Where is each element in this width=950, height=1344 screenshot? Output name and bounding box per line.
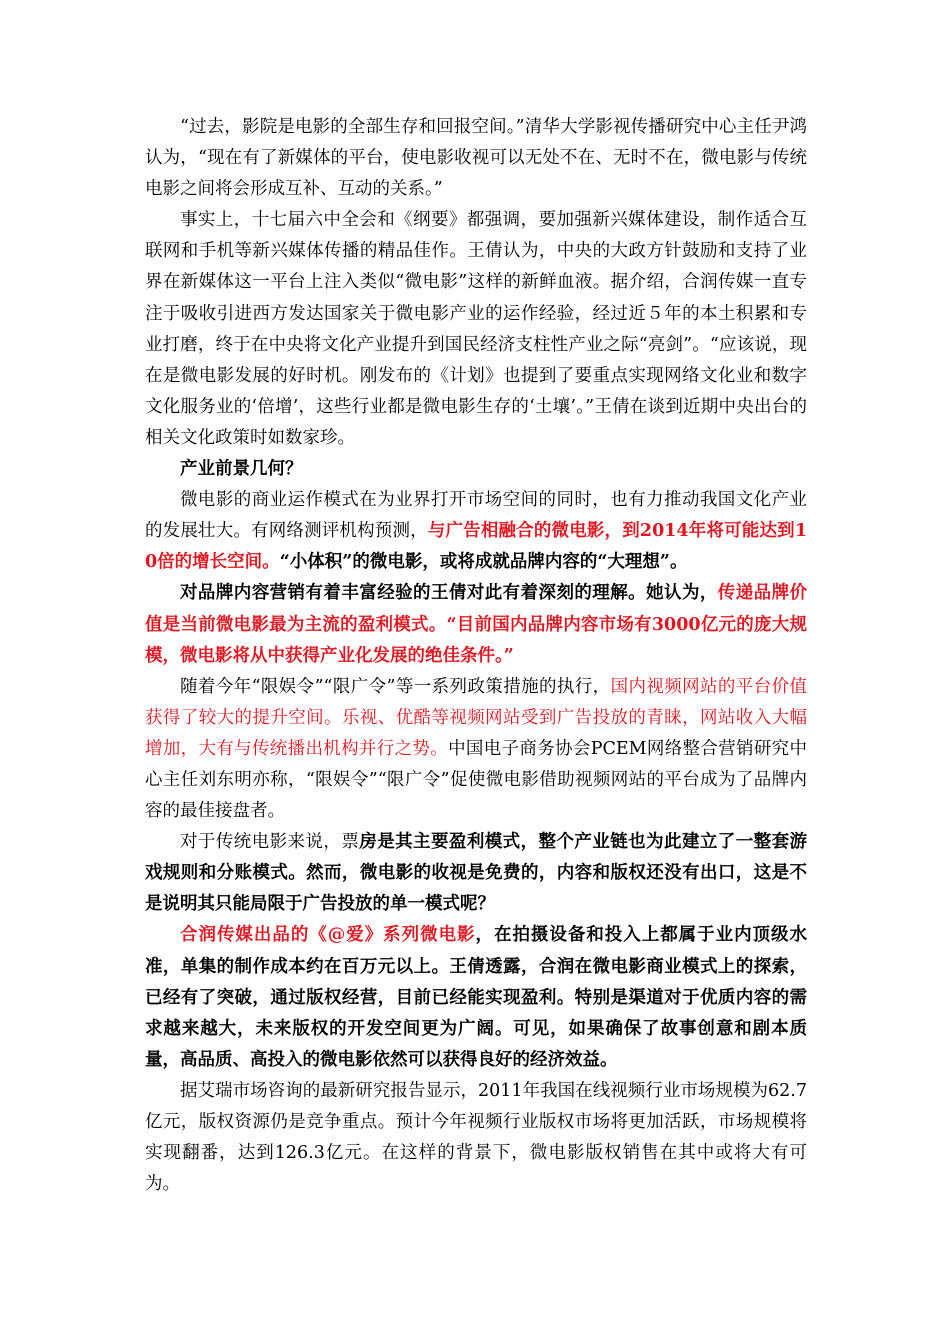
paragraph-2 bbox=[145, 205, 807, 454]
paragraph-4 bbox=[145, 578, 807, 671]
paragraph-6-bold: 房是其主要盈利模式，整个产业链也为此建立了一整套游戏规则和分账模式。然而，微电影的收视是免费的，内容和版权还没有出口，这是不是说明其只能局限于广告投放的单一模式呢？ bbox=[145, 832, 807, 915]
paragraph-2-text: 事实上，十七届六中全会和《纲要》都强调，要加强新兴媒体建设，制作适合互联网和手机等新兴媒体传播的精品佳作。王倩认为，中央的大政方针鼓励和支持了业界在新媒体这一平台上注入类似“微电影”这样的新鲜血液。据介绍，合润传媒一直专注于吸收引进西方发达国家关于微电影产业的运作经验，经过近５年的本土积累和专业打磨，终于在中央将文化产业提升到国民经济支柱性产业之际“亮剑”。“应该说，现在是微电影发展的好时机。刚发布的《计划》也提到了要重点实现网络文化业和数字文化服务业的‘倍增’，这些行业都是微电影生存的‘土壤’。”王倩在谈到近期中央出台的相关文化政策时如数家珍。 bbox=[145, 210, 807, 448]
section-heading: 产业前景几何？ bbox=[180, 459, 303, 480]
paragraph-8-text: 据艾瑞市场咨询的最新研究报告显示，2011年我国在线视频行业市场规模为62.7亿元，版权资源仍是竞争重点。预计今年视频行业版权市场将更加活跃，市场规模将实现翻番，达到126.3亿元。在这样的背景下，微电影版权销售在其中或将大有可为。 bbox=[145, 1080, 807, 1195]
paragraph-7 bbox=[145, 920, 807, 1075]
paragraph-3 bbox=[145, 485, 807, 578]
paragraph-4-bold: 对品牌内容营销有着丰富经验的王倩对此有着深刻的理解。她认为， bbox=[180, 583, 718, 604]
paragraph-5-text-c: 中国电子商务协会PCEM网络整合营销研究中心主任刘东明亦称，“限娱令”“限广令”促使微电影借助视频网站的平台成为了品牌内容的最佳接盘者。 bbox=[145, 738, 808, 822]
paragraph-8 bbox=[145, 1076, 807, 1200]
paragraph-5-highlight: 国内视频网站的平台价值获得了较大的提升空间。乐视、优酷等视频网站受到广告投放的青睐，网站收入大幅增加，大有与传统播出机构并行之势。 bbox=[145, 676, 807, 759]
paragraph-7-highlight: 合润传媒出品的《@爱》系列微电影 bbox=[180, 925, 476, 946]
paragraph-3-highlight: 与广告相融合的微电影，到2014年将可能达到10倍的增长空间。 bbox=[145, 521, 807, 573]
paragraph-6 bbox=[145, 827, 807, 920]
paragraph-1 bbox=[145, 112, 807, 205]
paragraph-5 bbox=[145, 672, 807, 827]
paragraph-3-bold: “小体积”的微电影，或将成就品牌内容的“大理想”。 bbox=[279, 552, 688, 573]
paragraph-3-text-a: 微电影的商业运作模式在为业界打开市场空间的同时，也有力推动我国文化产业的发展壮大。有网络测评机构预测， bbox=[145, 490, 807, 542]
paragraph-4-highlight: 传递品牌价值是当前微电影最为主流的盈利模式。“目前国内品牌内容市场有3000亿元的庞大规模，微电影将从中获得产业化发展的绝佳条件。” bbox=[145, 583, 808, 666]
paragraph-5-text-a: 随着今年“限娱令”“限广令”等一系列政策措施的执行， bbox=[180, 676, 611, 697]
paragraph-7-bold: ，在拍摄设备和投入上都属于业内顶级水准，单集的制作成本约在百万元以上。王倩透露，合润在微电影商业模式上的探索，已经有了突破，通过版权经营，目前已经能实现盈利。特别是渠道对于优质内容的需求越来越大，未来版权的开发空间更为广阔。可见，如果确保了故事创意和剧本质量，高品质、高投入的微电影依然可以获得良好的经济效益。 bbox=[145, 925, 807, 1070]
paragraph-1-text: “过去，影院是电影的全部生存和回报空间。”清华大学影视传播研究中心主任尹鸿认为，“现在有了新媒体的平台，使电影收视可以无处不在、无时不在，微电影与传统电影之间将会形成互补、互动的关系。” bbox=[145, 117, 807, 200]
paragraph-6-text-a: 对于传统电影来说，票 bbox=[180, 832, 360, 853]
document-page bbox=[145, 112, 807, 1200]
